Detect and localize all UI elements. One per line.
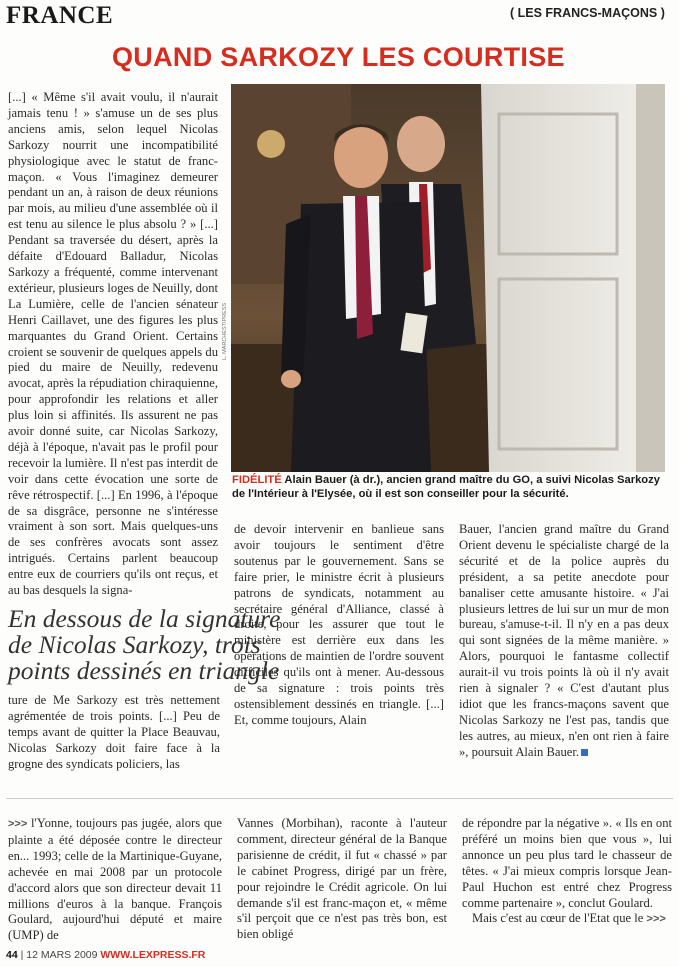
article-column-1 [8,90,218,598]
article-text-col1: [...] « Même s'il avait voulu, il n'aurait jamais tenu ! » s'amuse un de ses plus anciens amis, selon lequel Nicolas Sarkozy nourrit une incompatibilité physiologique avec le statut de franc-maçon. « Vous l'imaginez demeurer pendant un an, à raison de deux réunions par mois, au milieu d'une assemblée où il est tenu au silence le plus absolu ? » [...] Pendant sa traversée du désert, après la défaite d'Edouard Balladur, Nicolas Sarkozy a fréquenté, comme intervenant extérieur, plusieurs loges de Neuilly, dont La Lumière, celle de l'ancien sénateur Henri Caillavet, une des figures les plus marquantes du Grand Orient. Certains croient se souvenir de quelques appels du pied du maire de Neuilly, redevenu avocat, après la répudiation chiraquienne, pour approfondir les relations et aller plus loin si affinités. Ils assurent ne pas avoir donné suite, car Nicolas Sarkozy, déjà à l'époque, n'avait pas le profil pour recevoir la lumière. Il n'est pas interdit de voir dans cette évocation une sorte de rêve rétrospectif. [...] En 1996, à l'époque de sa disgrâce, personne ne s'intéresse vraiment à son sort. Mais quelques-uns de ses confrères avocats sont assez intrigués. Certains parlent beaucoup entre eux de courriers qu'ils ont reçus, et au bas desquels la signa- [8,90,218,598]
website-link[interactable]: WWW.LEXPRESS.FR [100,949,206,961]
continuation-column-c [462,816,672,944]
article-photo [231,84,665,472]
issue-date: 12 MARS 2009 [26,949,98,961]
page-footer: 44 | 12 MARS 2009 WWW.LEXPRESS.FR [6,949,206,961]
pull-quote: En dessous de la signature de Nicolas Sarkozy, trois points dessinés en triangle [8,604,281,685]
continuation-text-a: l'Yonne, toujours pas jugée, alors que plainte a été déposée contre le directeur en... 1993; celle de la Martinique-Guyane, achevée en mai 2008 par un protocole d'accord alors que son directeur devait 11 millions d'euros à la banque. François Goulard, aujourd'hui député et maire (UMP) de [8,816,223,943]
section-title: FRANCE [6,2,114,29]
continuation-text-c: de répondre par la négative ». « Ils en ont préféré un moins bien que vous », lui annonce un peu plus tard le chasseur de têtes. « J'ai mieux compris lorsque Jean-Paul Huchon est entré chez Progress comme partenaire », conclut Goulard. [462,816,672,910]
caption-keyword: FIDÉLITÉ [232,474,282,486]
photo-caption [232,473,664,501]
continued-from-arrow-icon: >>> [8,818,28,830]
article-text-col3: Bauer, l'ancien grand maître du Grand Orient devenu le spécialiste chargé de la sécurité et de la police auprès du président, a sa petite anecdote pour banaliser cette amusante histoire. « J'ai plusieurs lettres de lui sur un mur de mon bureau, s'amuse-t-il. Il n'y en a pas deux qui sont signées de la même manière. » Alors, pourquoi le fantasme collectif aurait-il vu trois points là où il n'y avait rien à signaler ? « C'est d'autant plus idiot que les francs-maçons savent que Nicolas Sarkozy ne l'est pas, tandis que les autres, au mieux, n'en ont rien à faire », poursuit Alain Bauer. [459,522,669,759]
article-text-col1-bottom: ture de Me Sarkozy est très nettement agrémentée de trois points. [...] Peu de temps avant de quitter la Place Beauvau, Nicolas Sarkozy doit faire face à la grogne des syndicats policiers, las [8,693,220,771]
page-number: 44 [6,949,18,961]
article-column-1-continued [8,693,220,773]
article-text-col2: de devoir intervenir en banlieue sans avoir toujours le sentiment d'être soutenus par le gouvernement. Sans se faire prier, le ministre écrit à plusieurs patrons de syndicats, notamment au secrétaire général d'Alliance, classé à droite, pour les assurer que tout le ministère est derrière eux dans les opérations de maintien de l'ordre souvent difficiles qu'ils ont à mener. Au-dessous de sa signature : trois points très ostensiblement dessinés en triangle. [...] Et, comme toujours, Alain [234,522,444,727]
end-mark-icon [581,749,588,756]
article-column-3 [459,522,669,772]
rubric-label: ( LES FRANCS-MAÇONS ) [510,6,665,20]
continuation-column-a [8,816,222,944]
caption-text: Alain Bauer (à dr.), ancien grand maître du GO, a suivi Nicolas Sarkozy de l'Intérieur à l'Elysée, où il est son conseiller pour la sécurité. [232,474,660,500]
continuation-column-b [237,816,447,944]
headline: QUAND SARKOZY LES COURTISE [112,42,565,72]
continuation-text-b: Vannes (Morbihan), raconte à l'auteur comment, directeur général de la Banque parisienne de crédit, il fut « chassé » par le cabinet Progress, dirigé par un frère, pour rejoindre le Crédit agricole. On lui demande s'il est franc-maçon et, « même s'il perçoit que ce n'est pas très bon, est bien obligé [237,816,447,942]
photo-illustration [231,84,665,472]
photo-credit: L. MARCHESTIPRESS [222,302,228,360]
section-divider [6,798,673,799]
continuation-text-c-last: Mais c'est au cœur de l'Etat que le [472,911,644,926]
continues-arrow-icon: >>> [646,913,666,926]
